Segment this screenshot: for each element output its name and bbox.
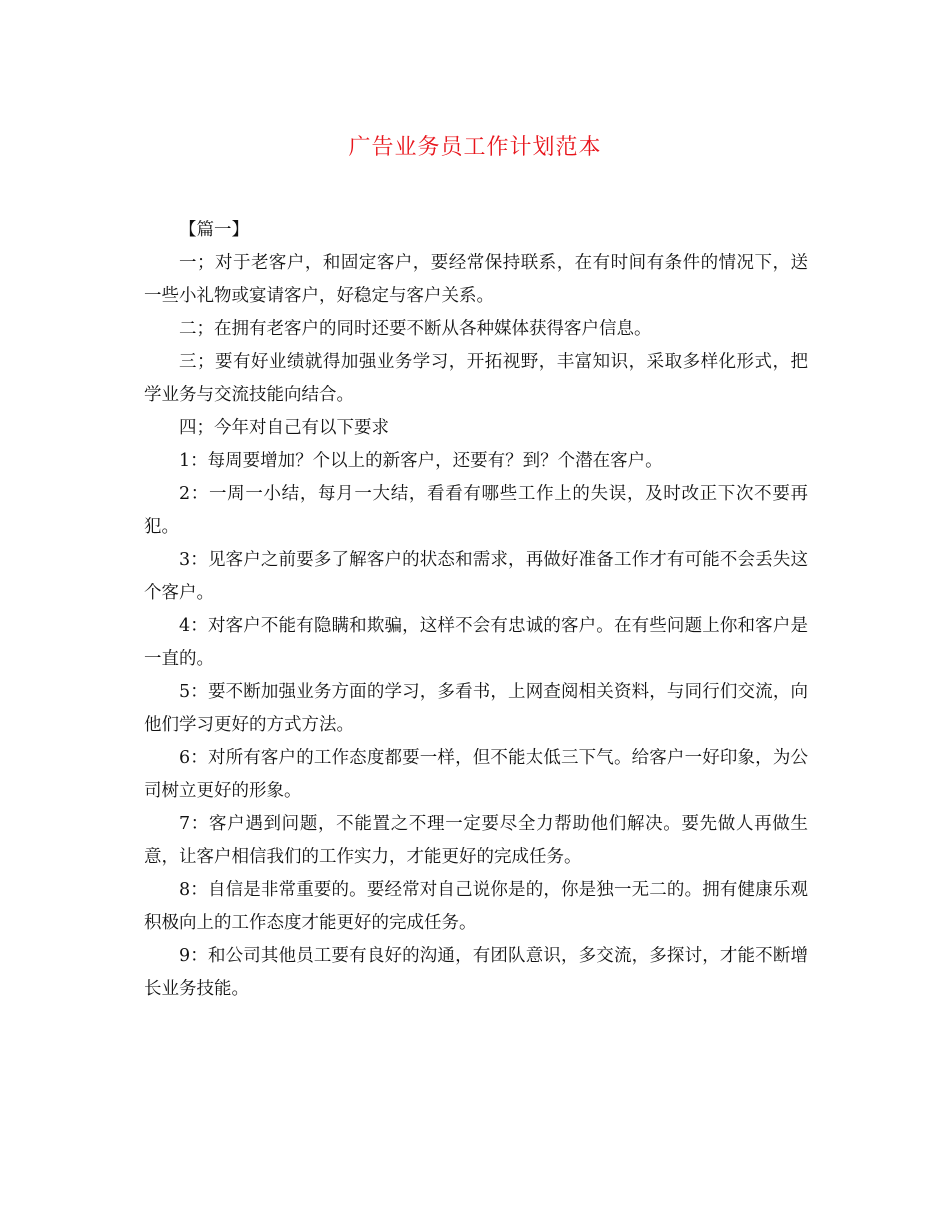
paragraph: 四；今年对自己有以下要求 [179, 418, 389, 438]
list-item: 5：要不断加强业务方面的学习，多看书，上网查阅相关资料，与同行们交流，向他们学习更好的方式方法。 [144, 682, 808, 735]
section-heading: 【篇一】 [179, 220, 249, 240]
list-item: 1：每周要增加？个以上的新客户，还要有？到？个潜在客户。 [179, 451, 663, 471]
list-item: 8：自信是非常重要的。要经常对自己说你是的，你是独一无二的。拥有健康乐观积极向上的工作态度才能更好的完成任务。 [144, 880, 808, 933]
paragraph: 一；对于老客户，和固定客户，要经常保持联系，在有时间有条件的情况下，送一些小礼物或宴请客户，好稳定与客户关系。 [144, 253, 808, 306]
paragraph: 三；要有好业绩就得加强业务学习，开拓视野，丰富知识，采取多样化形式，把学业务与交流技能向结合。 [144, 352, 808, 405]
document-title: 广告业务员工作计划范本 [348, 135, 602, 160]
list-item: 4：对客户不能有隐瞒和欺骗，这样不会有忠诚的客户。在有些问题上你和客户是一直的。 [144, 616, 808, 669]
list-item: 2：一周一小结，每月一大结，看看有哪些工作上的失误，及时改正下次不要再犯。 [144, 484, 808, 537]
list-item: 9：和公司其他员工要有良好的沟通，有团队意识，多交流，多探讨，才能不断增长业务技能。 [144, 946, 808, 999]
list-item: 7：客户遇到问题，不能置之不理一定要尽全力帮助他们解决。要先做人再做生意，让客户相信我们的工作实力，才能更好的完成任务。 [144, 814, 808, 867]
document-body [144, 214, 808, 1006]
list-item: 6：对所有客户的工作态度都要一样，但不能太低三下气。给客户一好印象，为公司树立更好的形象。 [144, 748, 808, 801]
paragraph: 二；在拥有老客户的同时还要不断从各种媒体获得客户信息。 [179, 319, 652, 339]
list-item: 3：见客户之前要多了解客户的状态和需求，再做好准备工作才有可能不会丢失这个客户。 [144, 550, 808, 603]
